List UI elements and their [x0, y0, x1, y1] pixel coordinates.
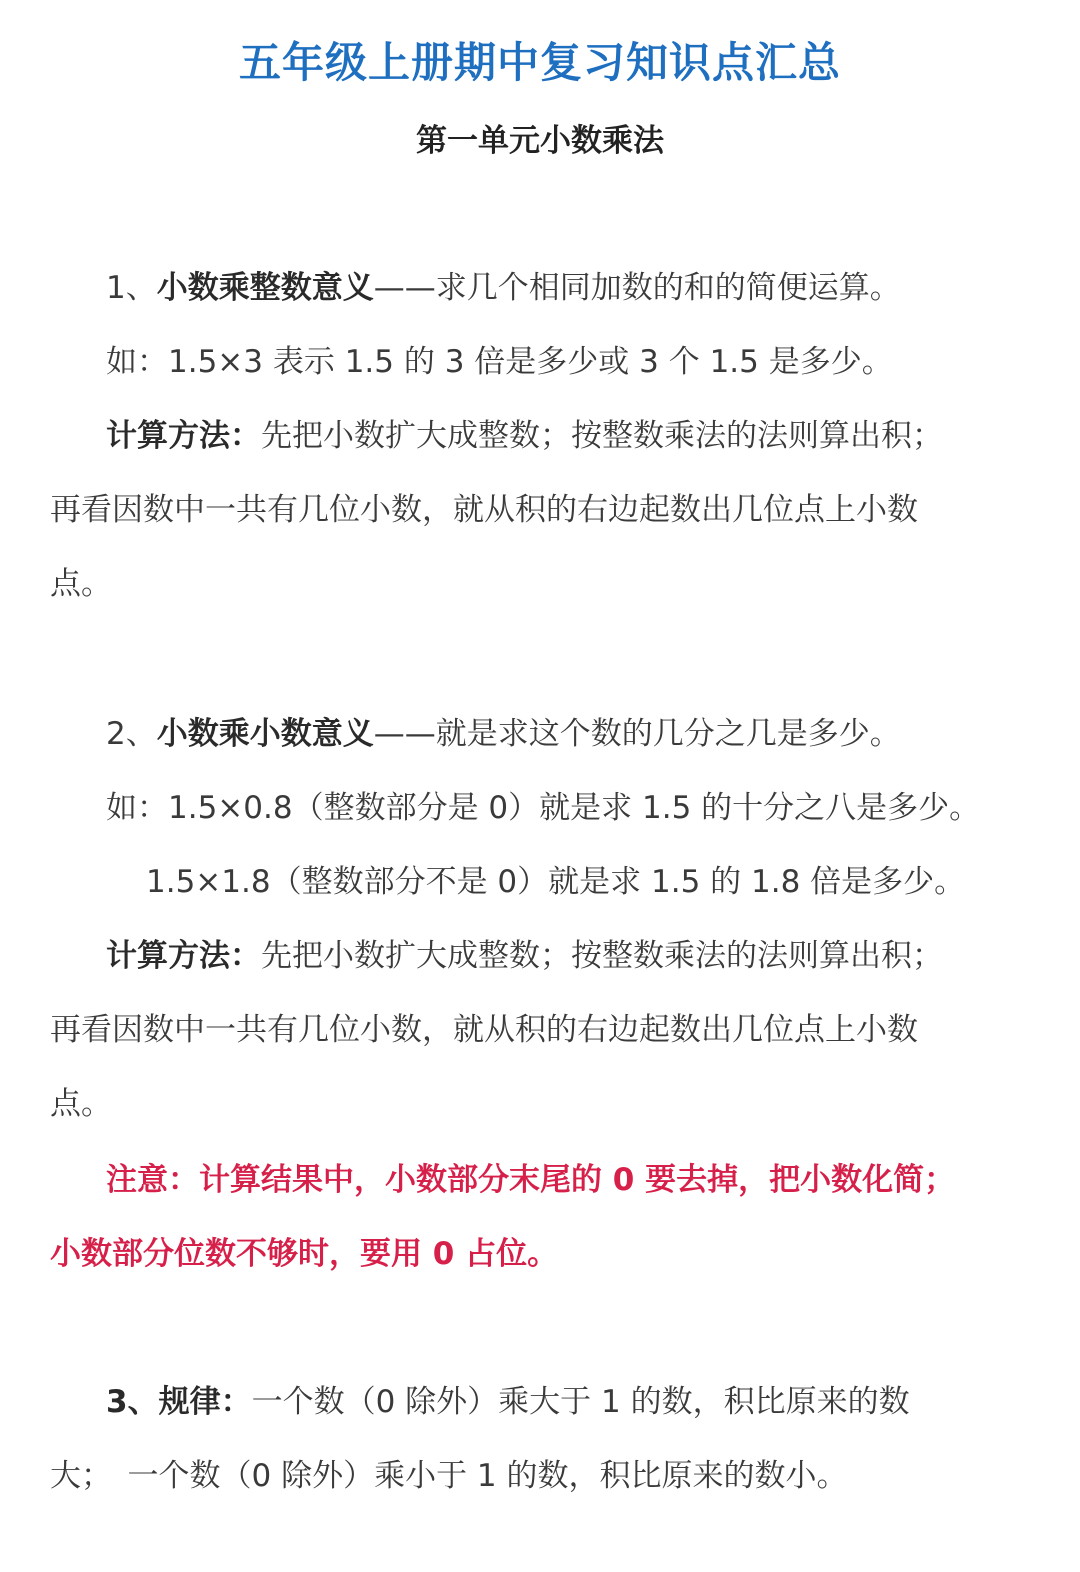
section-3-heading: 规律：	[158, 1384, 252, 1420]
section-3-rule-text: 一个数（0 除外）乘大于 1 的数，积比原来的数	[251, 1384, 910, 1420]
section-3-rule-line-1	[106, 1380, 1080, 1424]
section-1-method-label: 计算方法：	[106, 418, 261, 454]
section-1-number: 1、	[106, 270, 157, 306]
section-1-heading: 小数乘整数意义	[156, 270, 374, 306]
section-1-method-line	[106, 414, 1080, 458]
section-1-heading-line	[106, 266, 1080, 310]
section-2-method-line	[106, 934, 1080, 978]
section-3-rule-line-2: 大； 一个数（0 除外）乘小于 1 的数，积比原来的数小。	[50, 1458, 848, 1494]
section-2-method-label: 计算方法：	[106, 938, 261, 974]
section-3-number: 3、	[106, 1384, 159, 1420]
section-1-definition: ——求几个相同加数的和的简便运算。	[373, 270, 901, 306]
section-1-method-line-3: 点。	[50, 566, 112, 602]
section-1-method-line-2: 再看因数中一共有几位小数，就从积的右边起数出几位点上小数	[50, 492, 918, 528]
unit-subtitle: 第一单元小数乘法	[416, 123, 664, 159]
section-2-method-line-3: 点。	[50, 1086, 112, 1122]
section-1-method-text: 先把小数扩大成整数；按整数乘法的法则算出积；	[261, 418, 943, 454]
section-2-method-text: 先把小数扩大成整数；按整数乘法的法则算出积；	[261, 938, 943, 974]
section-2-definition: ——就是求这个数的几分之几是多少。	[373, 716, 901, 752]
section-2-note-line-1: 注意：计算结果中，小数部分末尾的 0 要去掉，把小数化简；	[106, 1162, 956, 1198]
section-2-method-line-2: 再看因数中一共有几位小数，就从积的右边起数出几位点上小数	[50, 1012, 918, 1048]
section-2-heading: 小数乘小数意义	[156, 716, 374, 752]
section-1-example: 如：1.5×3 表示 1.5 的 3 倍是多少或 3 个 1.5 是多少。	[106, 344, 893, 380]
page-title: 五年级上册期中复习知识点汇总	[238, 38, 841, 87]
section-2-number: 2、	[106, 716, 157, 752]
section-2-example-2: 1.5×1.8（整数部分不是 0）就是求 1.5 的 1.8 倍是多少。	[146, 864, 966, 900]
section-2-note-line-2: 小数部分位数不够时，要用 0 占位。	[50, 1236, 559, 1272]
section-2-example-1: 如：1.5×0.8（整数部分是 0）就是求 1.5 的十分之八是多少。	[106, 790, 981, 826]
section-2-heading-line	[106, 712, 1080, 756]
